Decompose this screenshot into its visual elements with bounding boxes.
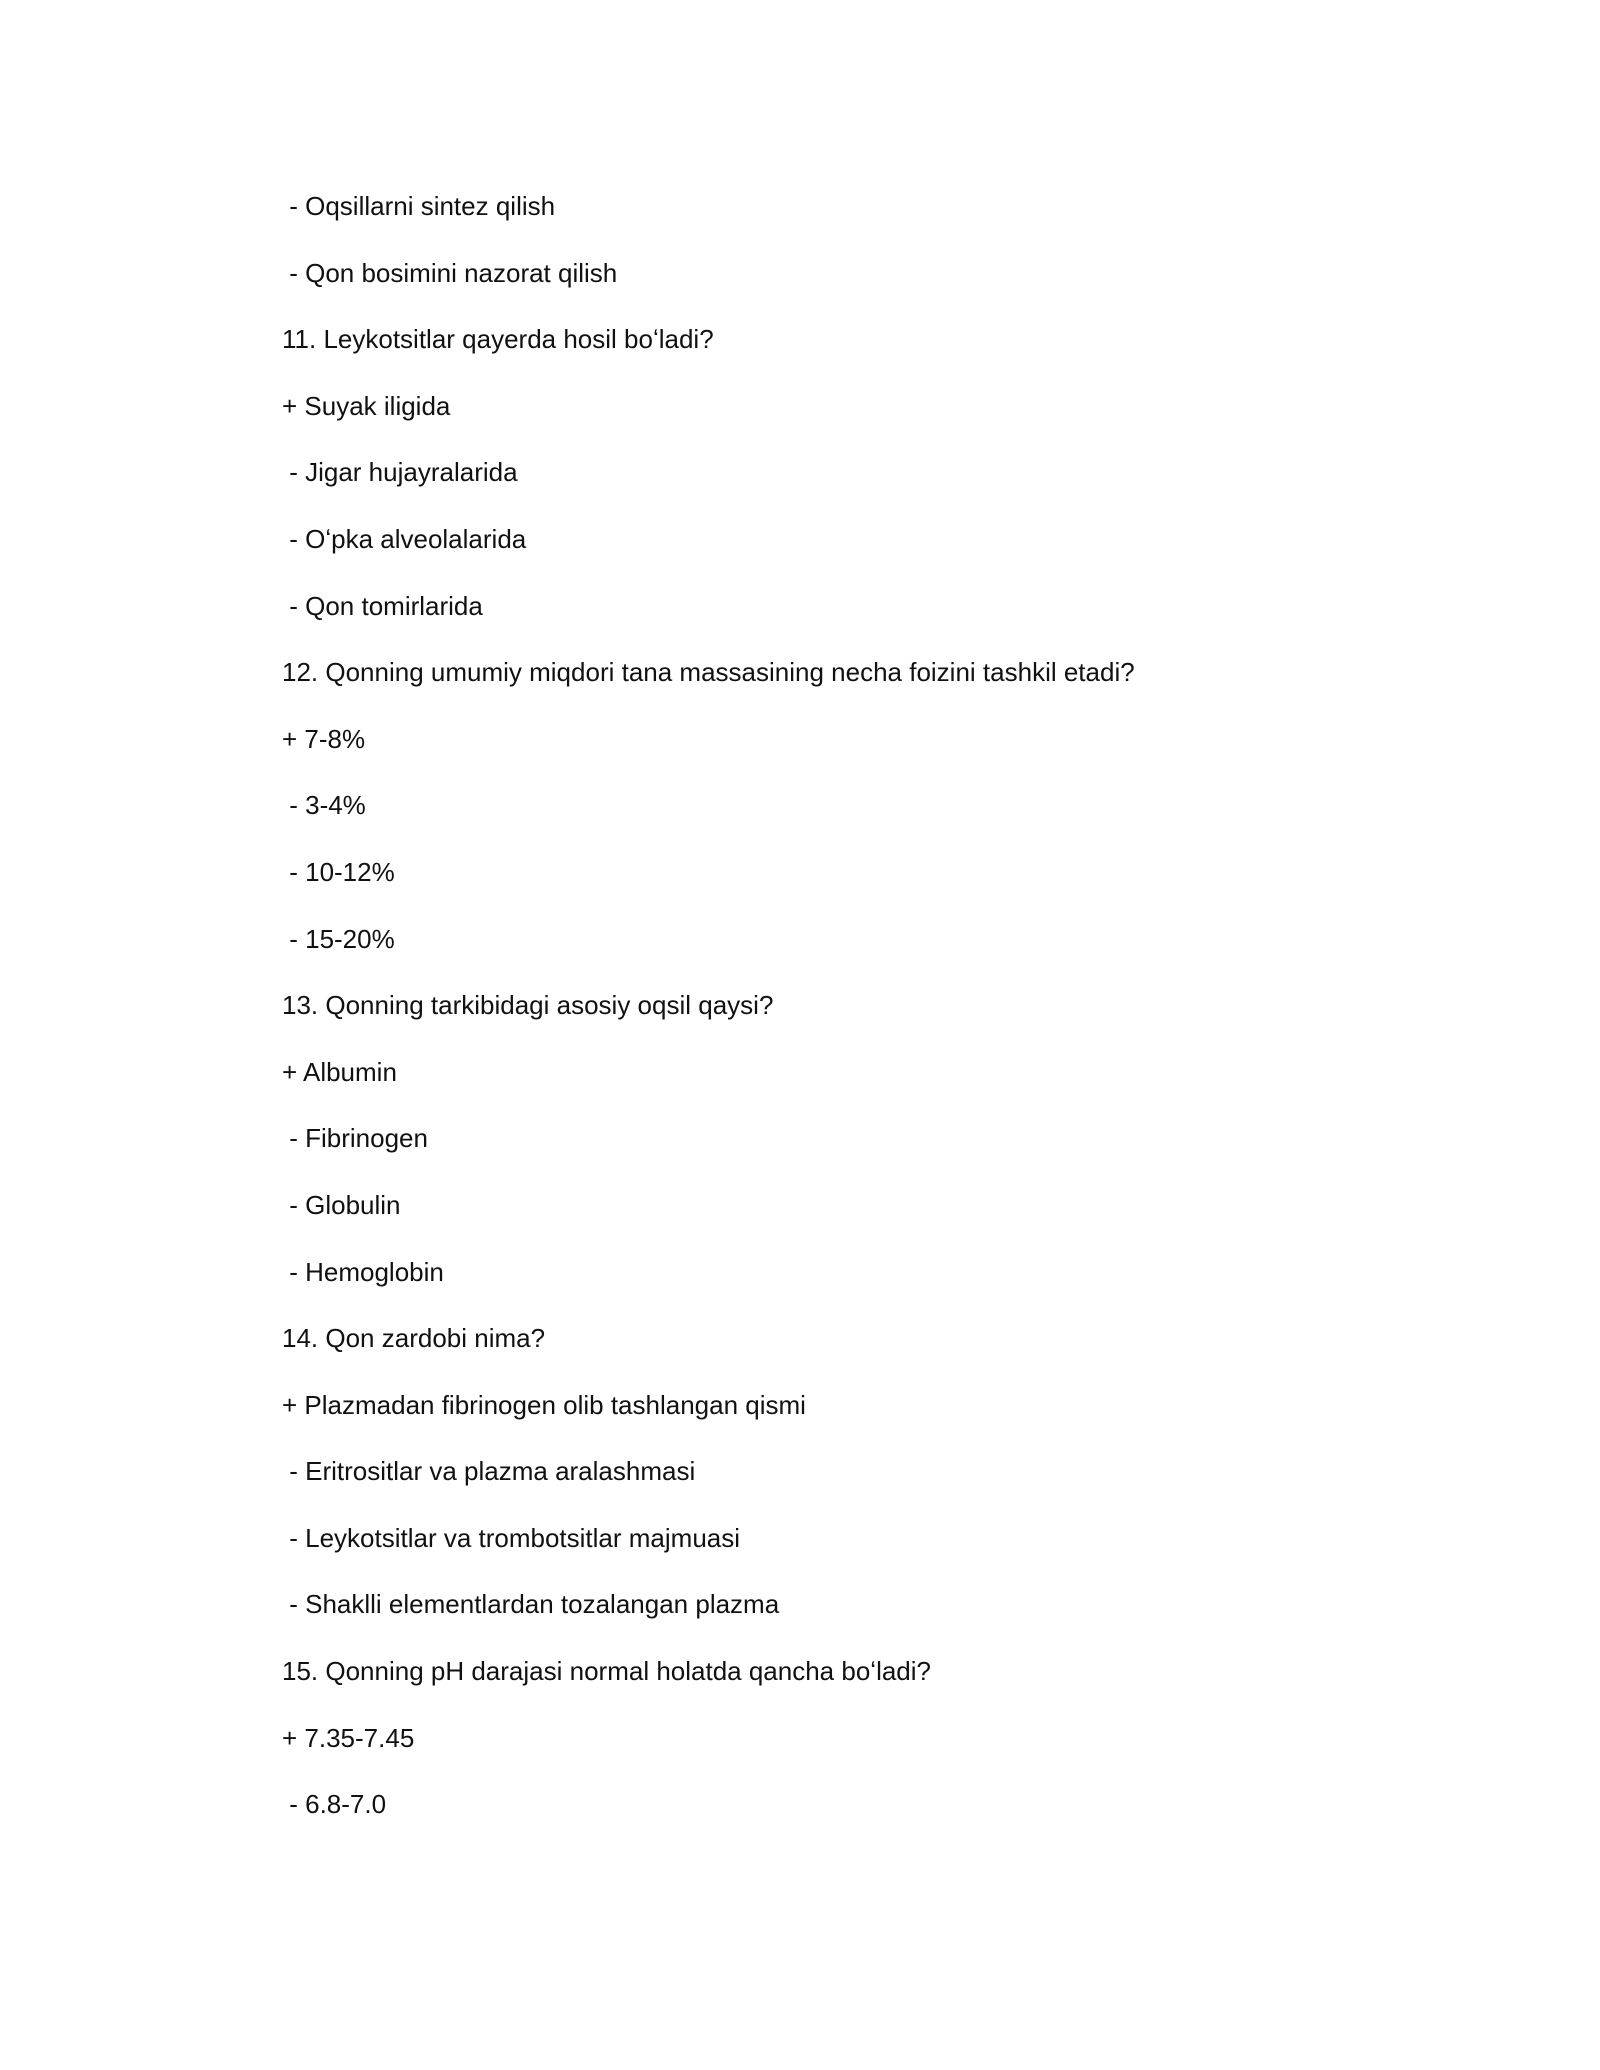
answer-option: - Oʻpka alveolalarida	[282, 523, 527, 554]
correct-answer: + 7-8%	[282, 723, 366, 754]
question-11: 11. Leykotsitlar qayerda hosil boʻladi?	[282, 324, 714, 355]
answer-option: - Qon bosimini nazorat qilish	[282, 257, 618, 288]
correct-answer: + Plazmadan fibrinogen olib tashlangan qismi	[282, 1389, 806, 1420]
answer-option: - 6.8-7.0	[282, 1789, 387, 1820]
answer-option: - 10-12%	[282, 856, 395, 887]
correct-answer: + Suyak iligida	[282, 390, 451, 421]
answer-option: - Eritrositlar va plazma aralashmasi	[282, 1456, 696, 1487]
question-13: 13. Qonning tarkibidagi asosiy oqsil qaysi?	[282, 990, 774, 1021]
question-14: 14. Qon zardobi nima?	[282, 1323, 546, 1354]
answer-option: - Qon tomirlarida	[282, 590, 483, 621]
document-body	[282, 180, 1382, 1845]
answer-option: - Fibrinogen	[282, 1123, 428, 1154]
answer-option: - Leykotsitlar va trombotsitlar majmuasi	[282, 1522, 741, 1553]
answer-option: - Jigar hujayralarida	[282, 457, 518, 488]
answer-option: - Shaklli elementlardan tozalangan plazma	[282, 1589, 780, 1620]
answer-option: - Hemoglobin	[282, 1256, 444, 1287]
correct-answer: + 7.35-7.45	[282, 1722, 415, 1753]
answer-option: - Oqsillarni sintez qilish	[282, 191, 556, 221]
answer-option: - 15-20%	[282, 923, 395, 954]
answer-option: - Globulin	[282, 1189, 401, 1220]
correct-answer: + Albumin	[282, 1056, 397, 1087]
answer-option: - 3-4%	[282, 790, 366, 821]
question-12: 12. Qonning umumiy miqdori tana massasining necha foizini tashkil etadi?	[282, 657, 1135, 688]
question-15: 15. Qonning pH darajasi normal holatda qancha boʻladi?	[282, 1656, 931, 1687]
